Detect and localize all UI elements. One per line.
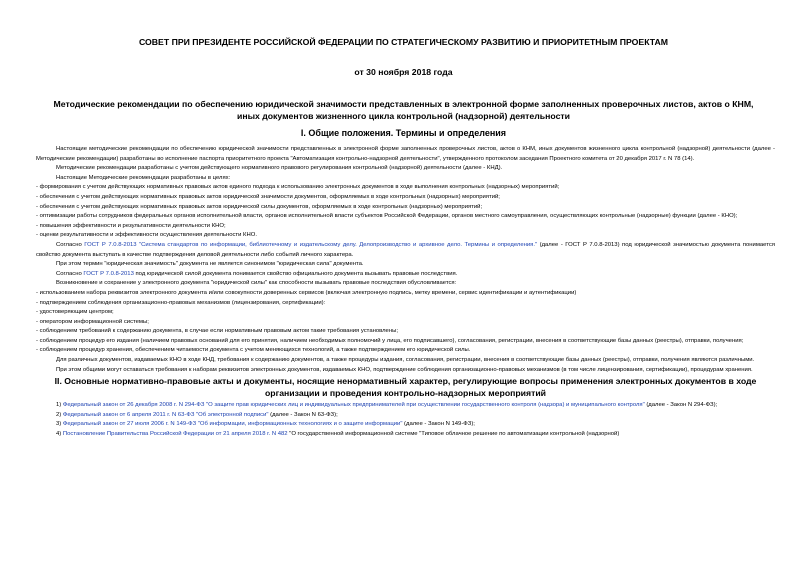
law-link-63fz[interactable]: Федеральный закон от 6 апреля 2011 г. N 63-ФЗ "Об электронной подписи"	[62, 411, 269, 418]
text-fragment: Согласно	[56, 270, 84, 277]
document-title-line-1: Методические рекомендации по обеспечению юридической значимости представленных в электронной форме заполненных проверочных листов, актов о КНМ,	[53, 99, 754, 109]
law-link-294fz[interactable]: Федеральный закон от 26 декабря 2008 г. N 294-ФЗ "О защите прав юридических лиц и индивидуальных предпринимателей при осуществлении государственного контроля (надзора) и муниципального контроля"	[62, 402, 645, 409]
goal-item: - оценки результативности и эффективности осуществления деятельности КНО.	[36, 232, 257, 239]
law-list-item	[36, 430, 775, 440]
text-fragment: Согласно	[56, 241, 85, 248]
list-number: 2)	[56, 411, 63, 418]
paragraph-conditions-intro: Возникновение и сохранение у электронного документа "юридической силы" как способности вызывать правовые последствия обусловливается:	[56, 280, 457, 287]
list-number: 1)	[56, 402, 63, 409]
paragraph-knd: Методические рекомендации разработаны с учетом действующего нормативного правового регулирования контрольной (надзорной) деятельности (далее - КНД).	[56, 165, 503, 172]
gost-link[interactable]: ГОСТ Р 7.0.8-2013 "Система стандартов по информации, библиотечному и издательскому делу. Делопроизводство и архивное дело. Термины и определения."	[84, 241, 538, 248]
law-list-item	[36, 420, 775, 430]
goal-item: - повышения эффективности и результативности деятельности КНО;	[36, 222, 226, 229]
document-title	[50, 98, 757, 122]
paragraph-goals-intro: Настоящие Методические рекомендации разработаны в целях:	[56, 174, 231, 181]
paragraph-common-requirements: При этом общими могут оставаться требования к наборам реквизитов электронных документов, издаваемых КНО, подтверждение соблюдения организационно-правовых механизмов (в том числе лицензирования, сертификации), процедурам хранения.	[56, 366, 753, 373]
law-link-149fz[interactable]: Федеральный закон от 27 июля 2006 г. N 149-ФЗ "Об информации, информационных технологиях и о защите информации"	[62, 421, 403, 428]
document-date: от 30 ноября 2018 года	[354, 67, 453, 77]
condition-item: - соблюдением процедур хранения, обеспечением читаемости документа с учетом меняющихся технологий, а также подтверждением его юридической силы.	[36, 347, 471, 354]
condition-item: - оператором информационной системы;	[36, 318, 149, 325]
section-2-heading: II. Основные нормативно-правовые акты и документы, носящие ненормативный характер, регулирующие вопросы применения электронных документов в ходе организации и проведения контрольно-надзорных мероприятий	[54, 376, 757, 398]
law-list-item	[36, 411, 775, 421]
text-fragment: (далее - Закон N 63-ФЗ);	[268, 411, 338, 418]
goal-item: - формирования с учетом действующих нормативных правовых актов единого подхода к использованию электронных документов в ходе выполнения контрольных (надзорных) мероприятий;	[36, 184, 560, 191]
paragraph-term-note: При этом термин "юридическая значимость" документа не является синонимом "юридическая сила" документа.	[56, 261, 364, 268]
paragraph-legal-force	[36, 270, 775, 280]
text-fragment: "О государственной информационной системе "Типовое облачное решение по автоматизации контрольной (надзорной)	[287, 431, 620, 438]
paragraph-legal-significance	[36, 241, 775, 260]
text-fragment: под юридической силой документа понимается свойство официального документа вызывать правовые последствия.	[133, 270, 458, 277]
text-fragment: (далее - Закон N 294-ФЗ);	[644, 402, 718, 409]
condition-item: - подтверждением соблюдения организационно-правовых механизмов (лицензирования, сертификации):	[36, 299, 326, 306]
law-list-item	[36, 401, 775, 411]
condition-item: - соблюдением требований к содержанию документа, в случае если нормативным правовым актом такие требования установлены;	[36, 328, 398, 335]
section-1-heading: I. Общие положения. Термины и определения	[300, 128, 507, 138]
text-fragment: (далее - Закон N 149-ФЗ);	[402, 421, 475, 428]
document-title-line-2: иных документов жизненного цикла контрольной (надзорной) деятельности	[236, 111, 570, 121]
list-number: 3)	[56, 421, 63, 428]
condition-item: - использованием набора реквизитов электронного документа и/или совокупности доверенных сервисов (включая электронную подпись, метку времени, сервис идентификации и аутентификации)	[36, 289, 577, 296]
law-link-482[interactable]: Постановление Правительства Российской Федерации от 21 апреля 2018 г. N 482	[62, 431, 288, 438]
goal-item: - обеспечения с учетом действующих нормативных правовых актов юридической значимости документов, оформляемых в ходе контрольных (надзорных) мероприятий;	[36, 193, 500, 200]
condition-item: - удостоверяющим центром;	[36, 309, 114, 316]
paragraph-requirements: Для различных документов, издаваемых КНО в ходе КНД, требования к содержанию документов, а также процедуры издания, согласования, регистрации, внесения в соответствующие базы данных (реестры), отправки, получения являются различными.	[56, 357, 755, 364]
goal-item: - оптимизации работы сотрудников федеральных органов исполнительной власти, органов исполнительной власти субъектов Российской Федерации, органов местного самоуправления, осуществляющих контрольные (надзорные) функции (далее - КНО);	[36, 213, 738, 220]
goal-item: - обеспечения с учетом действующих нормативных правовых актов юридической силы документов, оформляемых в ходе контрольных (надзорных) мероприятий;	[36, 203, 483, 210]
condition-item: - соблюдением процедур его издания (наличием правовых оснований для его принятия, наличием необходимых полномочий у лица, его подписавшего), согласования, регистрации, внесения в соответствующие базы данных (реестры), отправки, получения;	[36, 337, 744, 344]
council-heading: СОВЕТ ПРИ ПРЕЗИДЕНТЕ РОССИЙСКОЙ ФЕДЕРАЦИИ ПО СТРАТЕГИЧЕСКОМУ РАЗВИТИЮ И ПРИОРИТЕТНЫМ ПРОЕКТАМ	[138, 37, 669, 47]
paragraph-intro: Настоящие методические рекомендации по обеспечению юридической значимости представленных в электронной форме заполненных проверочных листов, актов о КНМ, иных документов жизненного цикла контрольной (надзорной) деятельности (далее - Методические рекомендации) разработаны во исполнение паспорта приоритетного проекта "Автоматизация контрольно-надзорной деятельности", утвержденного протоколом заседания Проектного комитета от 20 декабря 2017 г. N 78 (14).	[36, 146, 775, 162]
list-number: 4)	[56, 431, 63, 438]
gost-link[interactable]: ГОСТ Р 7.0.8-2013	[83, 270, 134, 277]
document-body	[36, 145, 775, 440]
text-fragment: (далее - ГОСТ Р 7.0.8-2013) под юридической значимостью документа понимается свойство документа выступать в качестве подтверждения деловой деятельности либо событий личного характера.	[36, 241, 775, 258]
